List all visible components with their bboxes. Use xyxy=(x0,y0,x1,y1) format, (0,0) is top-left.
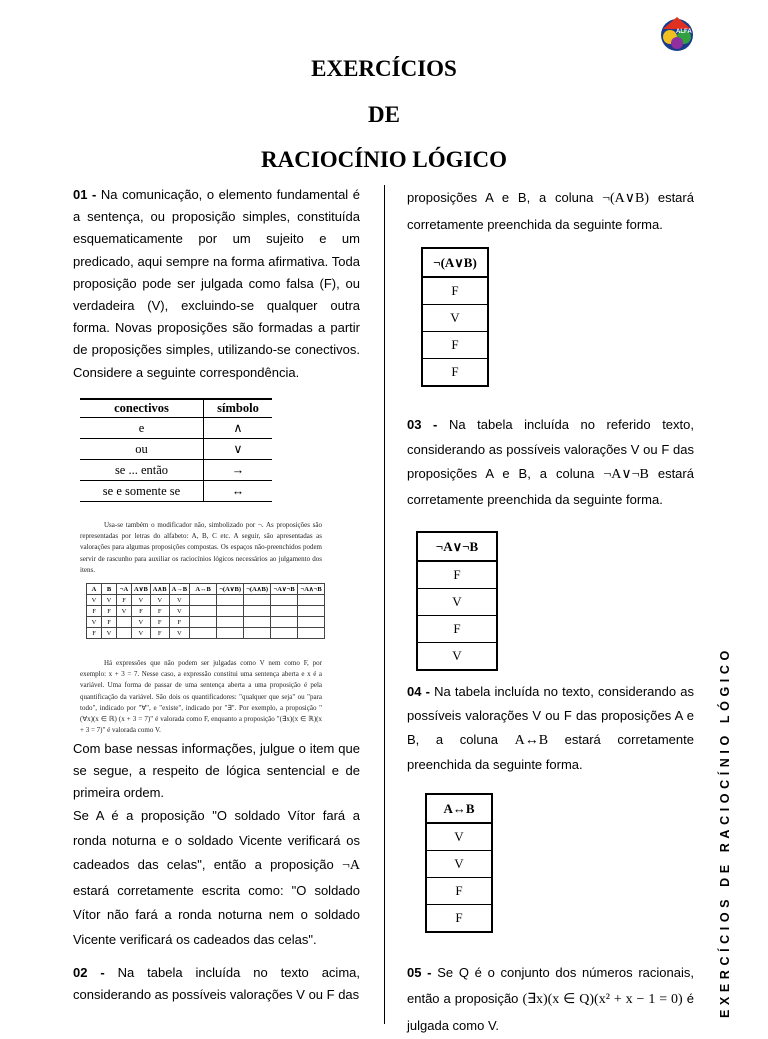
truth-cell: V xyxy=(132,628,151,639)
q04-text-a: Na tabela incluída no texto, considerando as possíveis valorações V ou F das proposições A e B, a coluna xyxy=(407,684,694,747)
title-line-2: DE xyxy=(368,102,400,127)
connectives-table xyxy=(80,398,272,502)
q02-table-cell: F xyxy=(422,332,488,359)
truth-header: ¬A∧¬B xyxy=(298,584,325,595)
truth-cell xyxy=(298,617,325,628)
truth-cell xyxy=(298,606,325,617)
truth-cell: F xyxy=(102,606,117,617)
q01-small-text-2: Há expressões que não podem ser julgadas como V nem como F, por exemplo: x + 3 = 7. Nesse caso, a expressão constitui uma sentença aberta e x é a variável. Uma forma de passar de uma sentença aberta a uma proposição é pela quantificação da variável. São dois os quantificadores: "qualquer que seja" ou "para todo", indicado por "∀", e "existe", indicado por "∃". Por exemplo, a proposição "(∀x)(x ∈ ℝ) (x + 3 = 7)" é valorada como F, enquanto a proposição "(∃x)(x ∈ ℝ)(x + 3 = 7)" é valorada como V. xyxy=(80,659,322,735)
q02-table-header: ¬(A∨B) xyxy=(422,248,488,277)
truth-cell: V xyxy=(132,595,151,606)
truth-cell: V xyxy=(132,617,151,628)
truth-cell xyxy=(298,628,325,639)
truth-cell xyxy=(271,617,298,628)
q01-text-after: Com base nessas informações, julgue o item que se segue, a respeito de lógica sentencial e de primeira ordem. xyxy=(73,741,360,801)
q04-table-cell: V xyxy=(426,823,492,851)
q05-text-a: Se Q é o conjunto dos números racionais, então a proposição xyxy=(407,965,694,1006)
truth-header: A∧B xyxy=(150,584,169,595)
truth-header: A∨B xyxy=(132,584,151,595)
q02-text-a: proposições A e B, a coluna xyxy=(407,190,594,205)
truth-cell: F xyxy=(132,606,151,617)
q01-number: 01 - xyxy=(73,187,97,202)
q03-table-cell: V xyxy=(417,643,497,671)
truth-cell: V xyxy=(87,595,102,606)
q05-expr: (∃x)(x ∈ Q)(x² + x − 1 = 0) xyxy=(522,992,683,1007)
truth-cell xyxy=(298,595,325,606)
truth-cell: V xyxy=(150,595,169,606)
q02-table xyxy=(421,247,489,387)
truth-cell: V xyxy=(169,606,190,617)
truth-cell xyxy=(244,617,271,628)
truth-cell xyxy=(271,595,298,606)
symbol-cell: ↔ xyxy=(204,481,273,502)
truth-cell: F xyxy=(102,617,117,628)
truth-cell: F xyxy=(150,606,169,617)
connective-cell: se e somente se xyxy=(80,481,204,502)
q03-expr: ¬A∨¬B xyxy=(603,467,649,482)
q03-table-header: ¬A∨¬B xyxy=(417,532,497,561)
q02-number: 02 - xyxy=(73,965,105,980)
truth-cell: V xyxy=(102,595,117,606)
q04-table xyxy=(425,793,493,933)
truth-cell xyxy=(190,595,217,606)
q03-table-cell: F xyxy=(417,616,497,643)
q01-small-text-1: Usa-se também o modificador não, simbolizado por ¬. As proposições são representadas por letras do alfabeto: A, B, C etc. A seguir, são apresentadas as valorações para algumas proposições compostas. Os espaços não-preenchidos podem servir de rascunho para auxiliar os raciocínios lógicos necessários ao julgamento dos itens. xyxy=(80,521,322,574)
q04-expr: A↔B xyxy=(514,733,549,748)
truth-cell: F xyxy=(87,606,102,617)
truth-cell: F xyxy=(87,628,102,639)
q02-text-left: Na tabela incluída no texto acima, considerando as possíveis valorações V ou F das xyxy=(73,965,360,1003)
symbol-cell: ∧ xyxy=(204,418,273,439)
q04-table-cell: F xyxy=(426,878,492,905)
truth-cell xyxy=(190,628,217,639)
truth-cell xyxy=(217,595,244,606)
connective-cell: se ... então xyxy=(80,460,204,481)
q01-item xyxy=(73,804,360,953)
truth-cell xyxy=(244,606,271,617)
connective-cell: ou xyxy=(80,439,204,460)
truth-header: ¬A xyxy=(117,584,132,595)
q04-text xyxy=(407,680,694,777)
logo-label: ALFA xyxy=(676,29,692,35)
q04-number: 04 - xyxy=(407,684,430,699)
truth-cell: V xyxy=(169,628,190,639)
q01-item-text-b: estará corretamente escrita como: "O soldado Vítor não fará a ronda noturna nem o soldado Vicente verificará os cadeados das celas". xyxy=(73,882,360,947)
truth-cell: F xyxy=(169,617,190,628)
truth-cell: F xyxy=(150,617,169,628)
truth-cell xyxy=(190,617,217,628)
truth-cell: V xyxy=(87,617,102,628)
truth-header: A xyxy=(87,584,102,595)
truth-cell xyxy=(217,617,244,628)
q02-table-cell: V xyxy=(422,305,488,332)
truth-cell xyxy=(244,595,271,606)
q01-neg-symbol: ¬A xyxy=(341,858,360,874)
q03-table-cell: V xyxy=(417,589,497,616)
column-divider xyxy=(384,185,385,1024)
q03-text-a: Na tabela incluída no referido texto, considerando as possíveis valorações V ou F das proposições A e B, a coluna xyxy=(407,417,694,481)
q02-expr: ¬(A∨B) xyxy=(602,191,650,206)
q03-text xyxy=(407,413,694,512)
connectives-header: conectivos xyxy=(80,399,204,418)
truth-cell xyxy=(190,606,217,617)
q02-text-b: estará corretamente preenchida da seguinte forma. xyxy=(407,190,694,232)
title-line-3: RACIOCÍNIO LÓGICO xyxy=(260,147,507,172)
truth-cell: F xyxy=(117,595,132,606)
symbol-cell: → xyxy=(204,460,273,481)
q04-table-cell: F xyxy=(426,905,492,933)
truth-cell xyxy=(117,628,132,639)
q02-table-cell: F xyxy=(422,277,488,305)
truth-header: ¬(A∨B) xyxy=(217,584,244,595)
truth-cell xyxy=(217,628,244,639)
truth-cell xyxy=(271,606,298,617)
truth-cell: V xyxy=(102,628,117,639)
q04-table-cell: V xyxy=(426,851,492,878)
truth-header: A↔B xyxy=(190,584,217,595)
q02-left xyxy=(73,962,360,1006)
truth-header: B xyxy=(102,584,117,595)
q04-text-b: estará corretamente preenchida da seguinte forma. xyxy=(407,732,694,772)
truth-cell xyxy=(244,628,271,639)
truth-header: ¬(A∧B) xyxy=(244,584,271,595)
q03-number: 03 - xyxy=(407,417,438,432)
title-line-1: EXERCÍCIOS xyxy=(311,56,457,81)
q01-text: Na comunicação, o elemento fundamental é a sentença, ou proposição simples, constituída esquematicamente por um sujeito e um predicado, aqui sempre na forma afirmativa. Toda proposição pode ser julgada como falsa (F), ou verdadeira (V), excluindo-se qualquer outra forma. Novas proposições são formadas a partir de proposições simples, utilizando-se conectivos. Considere a seguinte correspondência. xyxy=(73,187,360,380)
q03-table-cell: F xyxy=(417,561,497,589)
q03-text-b: estará corretamente preenchida da seguinte forma. xyxy=(407,466,694,507)
vertical-banner: EXERCÍCIOS DE RACIOCÍNIO LÓGICO xyxy=(718,646,732,1018)
truth-cell: V xyxy=(169,595,190,606)
truth-header: ¬A∨¬B xyxy=(271,584,298,595)
truth-table xyxy=(86,583,325,639)
connective-cell: e xyxy=(80,418,204,439)
q03-table xyxy=(416,531,498,671)
symbol-header: símbolo xyxy=(204,399,273,418)
q01-item-text-a: Se A é a proposição "O soldado Vítor fará a ronda noturna e o soldado Vicente verificará os cadeados das celas", então a proposição xyxy=(73,808,360,873)
q05-text-b: é julgada como V. xyxy=(407,991,694,1033)
q02-table-cell: F xyxy=(422,359,488,387)
truth-cell xyxy=(117,617,132,628)
truth-cell xyxy=(217,606,244,617)
symbol-cell: ∨ xyxy=(204,439,273,460)
q02-right xyxy=(407,185,694,238)
q05-number: 05 - xyxy=(407,965,432,980)
truth-cell xyxy=(271,628,298,639)
q05-text xyxy=(407,960,694,1039)
q04-table-header: A↔B xyxy=(426,794,492,823)
truth-cell: F xyxy=(150,628,169,639)
q01-intro xyxy=(73,184,360,384)
truth-cell: V xyxy=(117,606,132,617)
truth-header: A→B xyxy=(169,584,190,595)
